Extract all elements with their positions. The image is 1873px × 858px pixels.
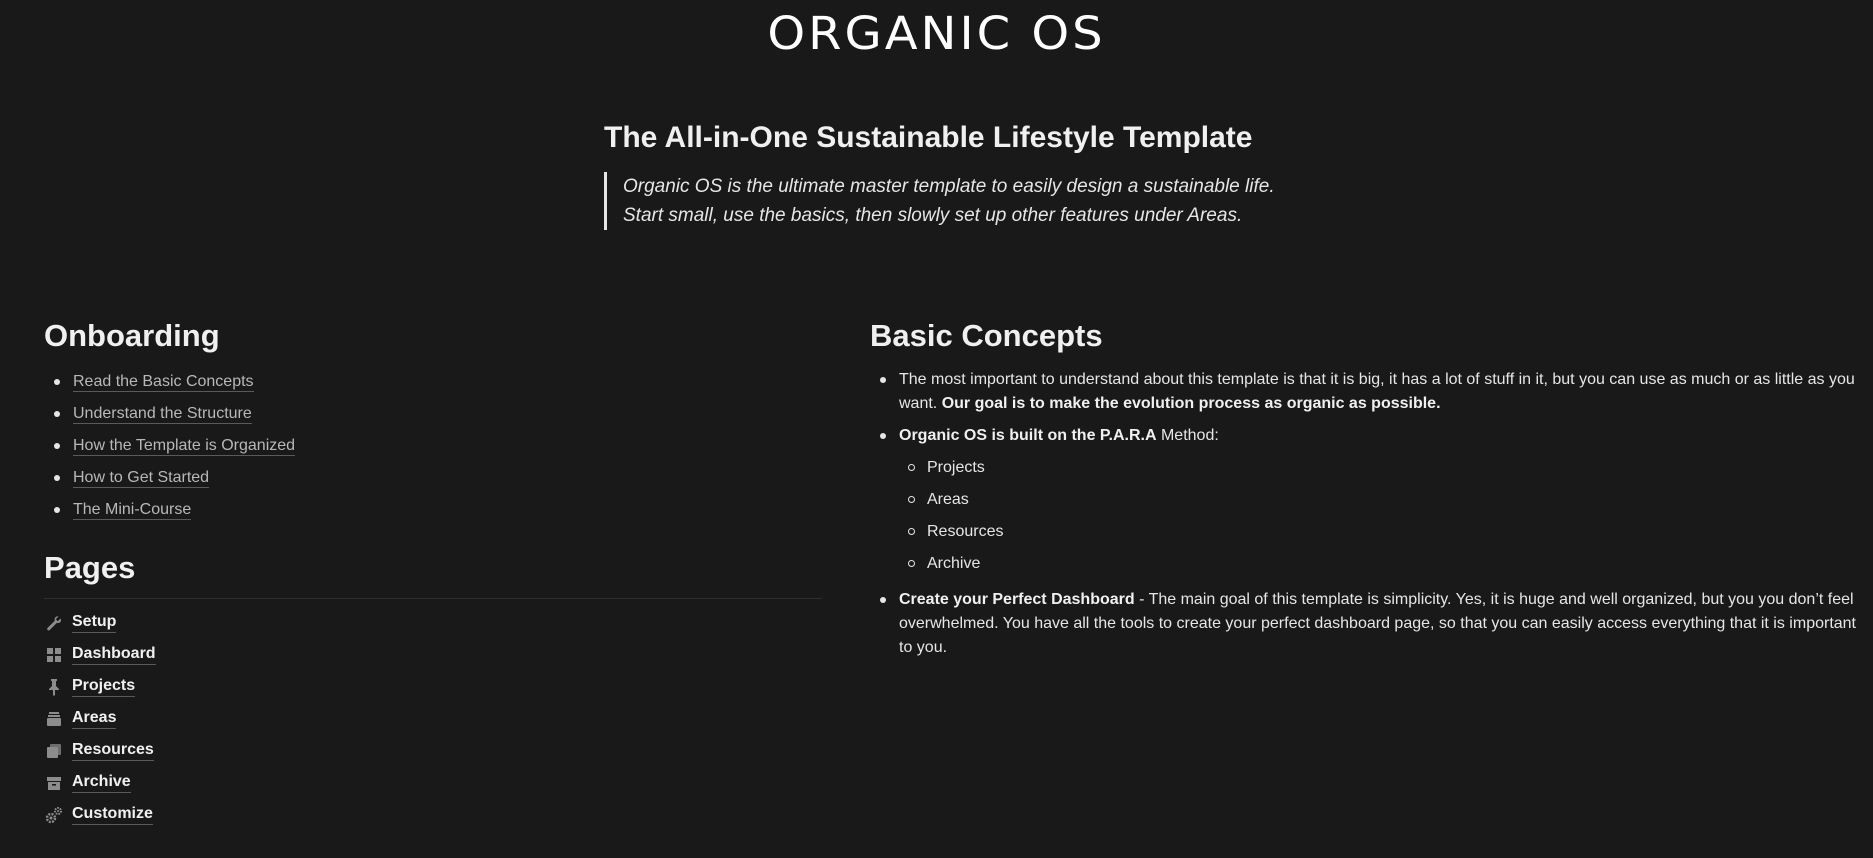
page-link-archive[interactable] bbox=[44, 767, 822, 799]
list-item bbox=[44, 462, 822, 494]
page-link-projects[interactable] bbox=[44, 671, 822, 703]
onboarding-link-mini-course[interactable]: The Mini-Course bbox=[73, 501, 192, 518]
onboarding-link-get-started[interactable]: How to Get Started bbox=[73, 469, 210, 486]
page-link-label: Customize bbox=[72, 805, 153, 825]
onboarding-link-organized[interactable]: How the Template is Organized bbox=[73, 437, 296, 454]
page-link-label: Archive bbox=[72, 773, 131, 793]
page-link-resources[interactable] bbox=[44, 735, 822, 767]
list-item bbox=[44, 366, 822, 398]
logo-text: ORGANIC OS bbox=[767, 7, 1106, 61]
concept-2-bold: Organic OS is built on the P.A.R.A bbox=[899, 427, 1157, 444]
grid-icon bbox=[44, 645, 64, 665]
para-item-archive: Archive bbox=[899, 548, 1860, 580]
organic-os-logo bbox=[0, 6, 1873, 62]
page-link-dashboard[interactable] bbox=[44, 639, 822, 671]
left-column bbox=[44, 316, 822, 831]
para-item-projects: Projects bbox=[899, 452, 1860, 484]
pages-list bbox=[44, 607, 822, 831]
wrench-icon bbox=[44, 613, 64, 633]
page-link-label: Projects bbox=[72, 677, 135, 697]
concept-1-bold: Our goal is to make the evolution process as organic as possible. bbox=[941, 395, 1441, 412]
intro-quote bbox=[604, 172, 1304, 230]
list-item bbox=[870, 368, 1860, 416]
list-item bbox=[44, 398, 822, 430]
page-link-label: Dashboard bbox=[72, 645, 156, 665]
page-link-setup[interactable] bbox=[44, 607, 822, 639]
basic-concepts-heading: Basic Concepts bbox=[870, 318, 1103, 353]
list-item bbox=[870, 424, 1860, 580]
quote-line-2: Start small, use the basics, then slowly set up other features under Areas. bbox=[623, 205, 1243, 226]
right-column bbox=[870, 316, 1860, 668]
onboarding-heading: Onboarding bbox=[44, 318, 220, 353]
pages-heading: Pages bbox=[44, 550, 136, 585]
onboarding-link-basic-concepts[interactable]: Read the Basic Concepts bbox=[73, 373, 254, 390]
onboarding-link-structure[interactable]: Understand the Structure bbox=[73, 405, 252, 422]
para-list bbox=[899, 452, 1860, 580]
basic-concepts-list bbox=[870, 368, 1860, 660]
page-link-label: Areas bbox=[72, 709, 116, 729]
onboarding-list bbox=[44, 366, 822, 526]
archive-box-icon bbox=[44, 773, 64, 793]
quote-line-1: Organic OS is the ultimate master template to easily design a sustainable life. bbox=[623, 176, 1275, 197]
page-link-label: Setup bbox=[72, 613, 116, 633]
concept-3-text: - The main goal of this template is simplicity. Yes, it is huge and well organized, but you you don’t feel overwhelmed. You have all the tools to create your perfect dashboard page, so that you can easily access everything that it is important to you. bbox=[899, 591, 1856, 656]
list-item bbox=[870, 588, 1860, 660]
page-link-areas[interactable] bbox=[44, 703, 822, 735]
stack-icon bbox=[44, 709, 64, 729]
page-title: The All-in-One Sustainable Lifestyle Template bbox=[604, 121, 1253, 154]
concept-2-text: Method: bbox=[1160, 427, 1219, 444]
copy-icon bbox=[44, 741, 64, 761]
gears-icon bbox=[44, 805, 64, 825]
page-link-label: Resources bbox=[72, 741, 154, 761]
pages-divider bbox=[44, 598, 822, 599]
concept-1-text: The most important to understand about this template is that it is big, it has a lot of stuff in it, but you can use as much or as little as you want. bbox=[899, 371, 1855, 412]
list-item bbox=[44, 430, 822, 462]
para-item-areas: Areas bbox=[899, 484, 1860, 516]
list-item bbox=[44, 494, 822, 526]
pin-icon bbox=[44, 677, 64, 697]
concept-3-bold: Create your Perfect Dashboard bbox=[899, 591, 1135, 608]
page-link-customize[interactable] bbox=[44, 799, 822, 831]
para-item-resources: Resources bbox=[899, 516, 1860, 548]
